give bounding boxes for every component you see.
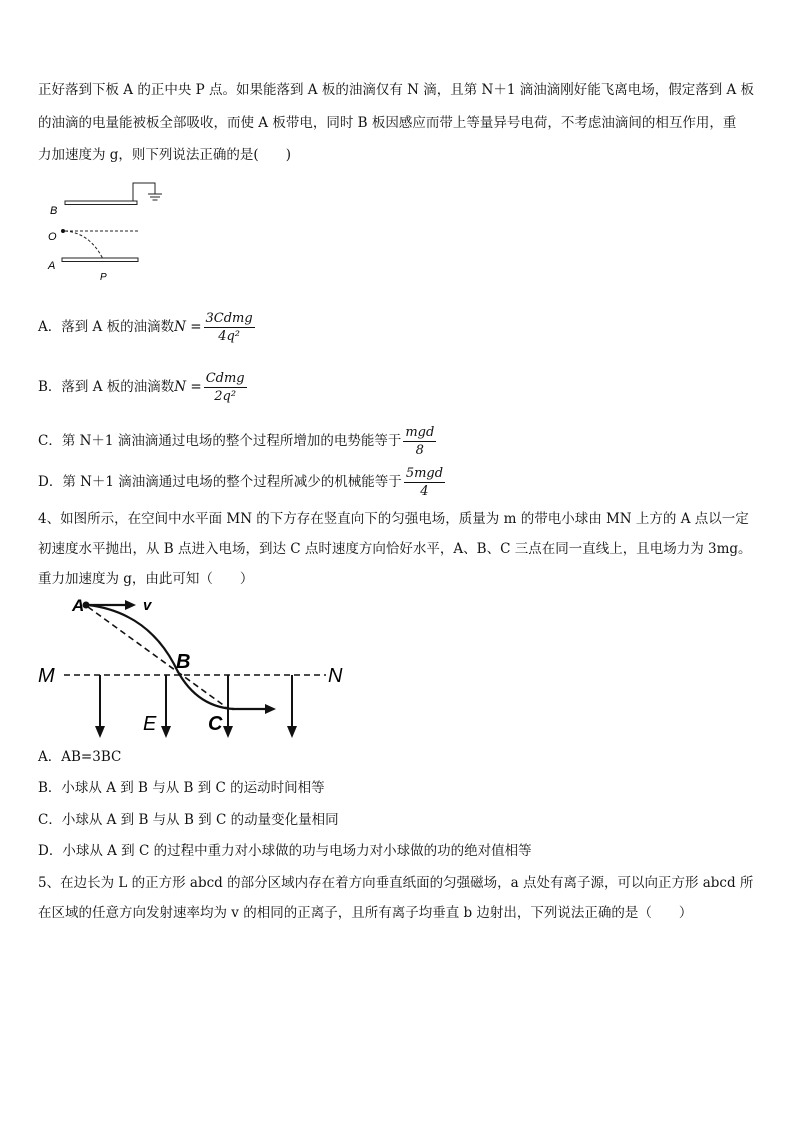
label-p: P [100,272,107,283]
q3-stem-line-1: 正好落到下板 A 的正中央 P 点。如果能落到 A 板的油滴仅有 N 滴，且第 N＋1 滴油滴刚好能飞离电场，假定落到 A 板 [38,82,755,98]
q4-stem-line-1: 4、如图所示，在空间中水平面 MN 的下方存在竖直向下的匀强电场，质量为 m 的带电小球由 MN 上方的 A 点以一定 [38,511,749,527]
q5-stem-line-1: 5、在边长为 L 的正方形 abcd 的部分区域内存在着方向垂直纸面的匀强磁场，a 点处有离子源，可以向正方形 abcd 所 [38,875,754,891]
label-a: A [48,260,56,272]
label-v: v [143,597,152,614]
label-b: B [50,205,58,217]
q3-stem-line-3: 力加速度为 g，则下列说法正确的是( ) [38,147,291,163]
q4-stem-line-3: 重力加速度为 g，由此可知（ ） [38,571,254,587]
q4-option-a[interactable]: A．AB=3BC [38,749,122,765]
q3-option-c[interactable]: C．第 N＋1 滴油滴通过电场的整个过程所增加的电势能等于 $\frac{\text{mgd}}{8}$ [38,425,435,458]
q4-option-c[interactable]: C．小球从 A 到 B 与从 B 到 C 的动量变化量相同 [38,812,339,828]
label-a: A [72,596,85,615]
q4-option-d[interactable]: D．小球从 A 到 C 的过程中重力对小球做的功与电场力对小球做的功的绝对值相等 [38,843,532,859]
q3-option-a[interactable]: A．落到 A 板的油滴数N = $\frac{\text{3Cdmg}}{\text{4q²}}$ [38,311,253,344]
line-ac [88,607,226,707]
q3-option-d[interactable]: D．第 N＋1 滴油滴通过电场的整个过程所减少的机械能等于 $\frac{\text{5mgd}}{4}$ [38,466,444,499]
label-e: E [143,713,157,735]
plate-b [65,201,137,205]
q5-stem-line-2: 在区域的任意方向发射速率均为 v 的相同的正离子，且所有离子均垂直 b 边射出，下列说法正确的是（ ） [38,905,693,921]
capacitor-figure [40,178,180,288]
label-c: C [208,713,223,735]
q4-stem-line-2: 初速度水平抛出，从 B 点进入电场，到达 C 点时速度方向恰好水平，A、B、C 三点在同一直线上，且电场力为 3mg。 [38,541,752,557]
plate-a [62,258,138,262]
label-m: M [38,665,55,687]
q4-option-b[interactable]: B．小球从 A 到 B 与从 B 到 C 的运动时间相等 [38,780,325,796]
ground-wire [133,183,155,201]
q3-option-b[interactable]: B．落到 A 板的油滴数N = $\frac{\text{Cdmg}}{\text{2q²}}$ [38,371,245,404]
label-o: O [48,231,57,243]
label-n: N [328,665,343,687]
droplet-trajectory [65,231,103,259]
trajectory [88,605,234,709]
q3-stem-line-2: 的油滴的电量能被板全部吸收，而使 A 板带电，同时 B 板因感应而带上等量异号电荷，不考虑油滴间的相互作用，重 [38,115,737,131]
field-figure [36,592,356,742]
label-b: B [176,651,191,673]
point-o [61,229,65,233]
